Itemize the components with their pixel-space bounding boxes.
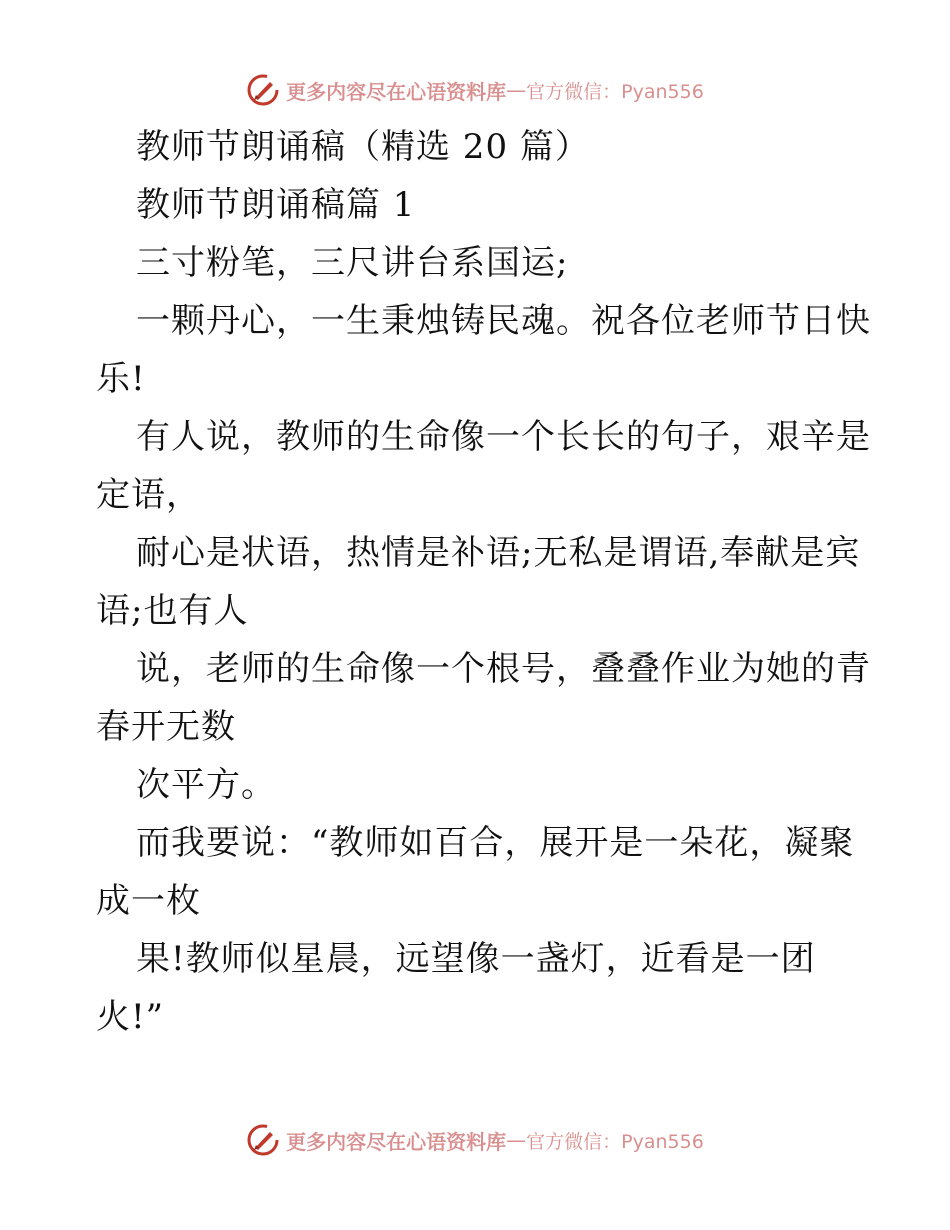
document-title: 教师节朗诵稿（精选 20 篇） <box>136 127 590 167</box>
header-banner <box>0 70 950 110</box>
section-heading: 教师节朗诵稿篇 1 <box>136 185 416 225</box>
text-line: 成一枚 <box>96 881 201 921</box>
footer-separator: — <box>506 1128 527 1152</box>
header-wechat-text: 官方微信：Pyan556 <box>526 80 704 103</box>
footer-site-text: 更多内容尽在心语资料库 <box>286 1129 507 1154</box>
text-line: 一颗丹心，一生秉烛铸民魂。祝各位老师节日快 <box>136 301 871 341</box>
text-line: 三寸粉笔，三尺讲台系国运; <box>136 243 569 283</box>
text-line: 耐心是状语，热情是补语;无私是谓语,奉献是宾 <box>136 533 861 573</box>
document-body <box>96 118 871 1046</box>
header-separator: — <box>506 78 527 102</box>
text-line: 有人说，教师的生命像一个长长的句子，艰辛是 <box>136 417 871 457</box>
text-line: 语;也有人 <box>96 591 249 631</box>
footer-banner <box>0 1120 950 1160</box>
text-line: 而我要说：“教师如百合，展开是一朵花，凝聚 <box>136 823 855 863</box>
footer-wechat-text: 官方微信：Pyan556 <box>526 1130 704 1153</box>
text-line: 果!教师似星晨，远望像一盏灯，近看是一团 <box>136 939 816 979</box>
text-line: 定语， <box>96 475 201 515</box>
quill-logo-icon <box>246 1123 280 1157</box>
text-line: 说，老师的生命像一个根号，叠叠作业为她的青 <box>136 649 871 689</box>
text-line: 火!” <box>96 997 165 1037</box>
text-line: 乐! <box>96 359 146 399</box>
text-line: 次平方。 <box>136 765 276 805</box>
quill-logo-icon <box>246 73 280 107</box>
header-site-text: 更多内容尽在心语资料库 <box>286 79 507 104</box>
text-line: 春开无数 <box>96 707 236 747</box>
